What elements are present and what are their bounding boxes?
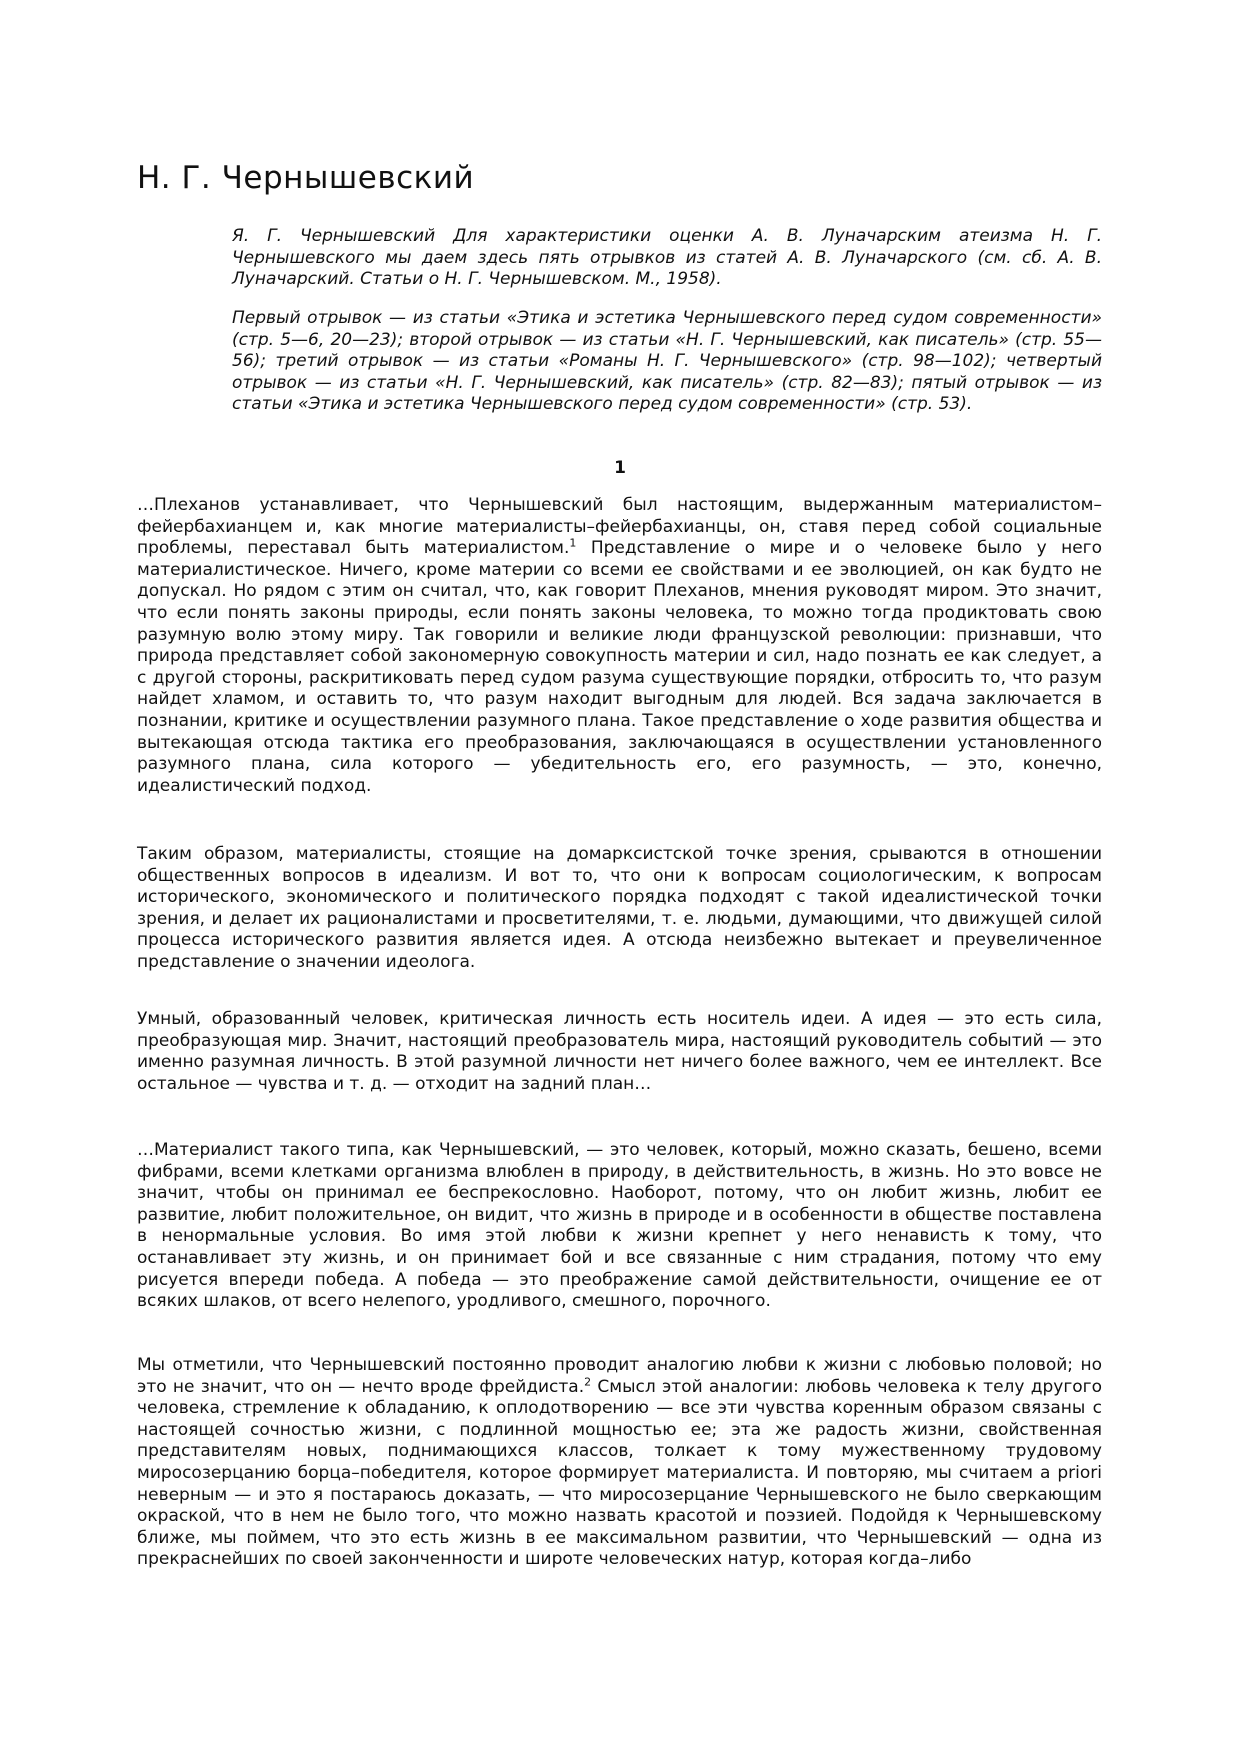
- epigraph-note: Я. Г. Чернышевский Для характеристики оценки А. В. Луначарским атеизма Н. Г. Чернышевского мы даем здесь пять отрывков из статей А. В. Луначарского (см. сб. А. В. Луначарский. Статьи о Н. Г. Чернышевском. М., 1958).: [232, 226, 1102, 289]
- body-paragraph: [137, 1355, 1102, 1571]
- paragraph-text: Мы отметили, что Чернышевский постоянно проводит аналогию любви к жизни с любовью половой; но это не значит, что он — нечто вроде фрейдиста.: [137, 1355, 1102, 1397]
- paragraph-text: Смысл этой аналогии: любовь человека к телу другого человека, стремление к обладанию, к оплодотворению — все эти чувства коренным образом связаны с настоящей сочностью жизни, с подлинной мощностью ее; эта же радость жизни, свойственная представителям новых, поднимающихся классов, толкает к тому мужественному трудовому миросозерцанию борца–победителя, которое формирует материалиста. И повторяю, мы считаем a priori неверным — и это я постараюсь доказать, — что миросозерцание Чернышевского не было сверкающим окраской, что в нем не было того, что можно назвать красотой и поэзией. Подойдя к Чернышевскому ближе, мы поймем, что это есть жизнь в ее максимальном развитии, что Чернышевский — одна из прекраснейших по своей законченности и широте человеческих натур, которая когда–либо: [137, 1376, 1102, 1570]
- footnote-ref[interactable]: 1: [569, 536, 577, 550]
- epigraph-sources: Первый отрывок — из статьи «Этика и эстетика Чернышевского перед судом современности» (стр. 5—6, 20—23); второй отрывок — из статьи «Н. Г. Чернышевский, как писатель» (стр. 55—56); третий отрывок — из статьи «Романы Н. Г. Чернышевского» (стр. 98—102); четвертый отрывок — из статьи «Н. Г. Чернышевский, как писатель» (стр. 82—83); пятый отрывок — из статьи «Этика и эстетика Чернышевского перед судом современности» (стр. 53).: [232, 308, 1102, 414]
- section-number: 1: [614, 458, 626, 478]
- footnote-ref[interactable]: 2: [584, 1374, 592, 1388]
- page-title: Н. Г. Чернышевский: [137, 160, 475, 196]
- paragraph-text: Представление о мире и о человеке было у него материалистическое. Ничего, кроме материи со всеми ее свойствами и ее эволюцией, он как будто не допускал. Но рядом с этим он считал, что, как говорит Плеханов, мнения руководят миром. Это значит, что если понять законы природы, если понять законы человека, то можно тогда продиктовать свою разумную волю этому миру. Так говорили и великие люди французской революции: признавши, что природа представляет собой закономерную совокупность материи и сил, надо познать ее как следует, а с другой стороны, раскритиковать перед судом разума существующие порядки, отбросить то, что разум найдет хламом, и оставить то, что разум находит выгодным для людей. Вся задача заключается в познании, критике и осуществлении разумного плана. Такое представление о ходе развития общества и вытекающая отсюда тактика его преобразования, заключающаяся в осуществлении установленного разумного плана, сила которого — убедительность его, его разумность, — это, конечно, идеалистический подход.: [137, 538, 1102, 796]
- paragraph-text: …Плеханов устанавливает, что Чернышевский был настоящим, выдержанным материалистом–фейербахианцем и, как многие материалисты–фейербахианцы, он, ставя перед собой социальные проблемы, переставал быть материалистом.: [137, 495, 1102, 559]
- body-paragraph: …Материалист такого типа, как Чернышевский, — это человек, который, можно сказать, бешено, всеми фибрами, всеми клетками организма влюблен в природу, в действительность, в жизнь. Но это вовсе не значит, чтобы он принимал ее беспрекословно. Наоборот, потому, что он любит жизнь, любит ее развитие, любит положительное, он видит, что жизнь в природе и в особенности в обществе поставлена в ненормальные условия. Во имя этой любви к жизни крепнет у него ненависть к тому, что останавливает эту жизнь, и он принимает бой и все связанные с ним страдания, потому что ему рисуется впереди победа. А победа — это преображение самой действительности, очищение ее от всяких шлаков, от всего нелепого, уродливого, смешного, порочного.: [137, 1140, 1102, 1312]
- body-paragraph: [137, 495, 1102, 797]
- body-paragraph: Таким образом, материалисты, стоящие на домарксистской точке зрения, срываются в отношении общественных вопросов в идеализм. И вот то, что они к вопросам социологическим, к вопросам исторического, экономического и политического порядка подходят с такой идеалистической точки зрения, и делает их рационалистами и просветителями, т. е. людьми, думающими, что движущей силой процесса исторического развития является идея. А отсюда неизбежно вытекает и преувеличенное представление о значении идеолога.: [137, 844, 1102, 972]
- body-paragraph: Умный, образованный человек, критическая личность есть носитель идеи. А идея — это есть сила, преобразующая мир. Значит, настоящий преобразователь мира, настоящий руководитель событий — это именно разумная личность. В этой разумной личности нет ничего более важного, чем ее интеллект. Все остальное — чувства и т. д. — отходит на задний план…: [137, 1009, 1102, 1094]
